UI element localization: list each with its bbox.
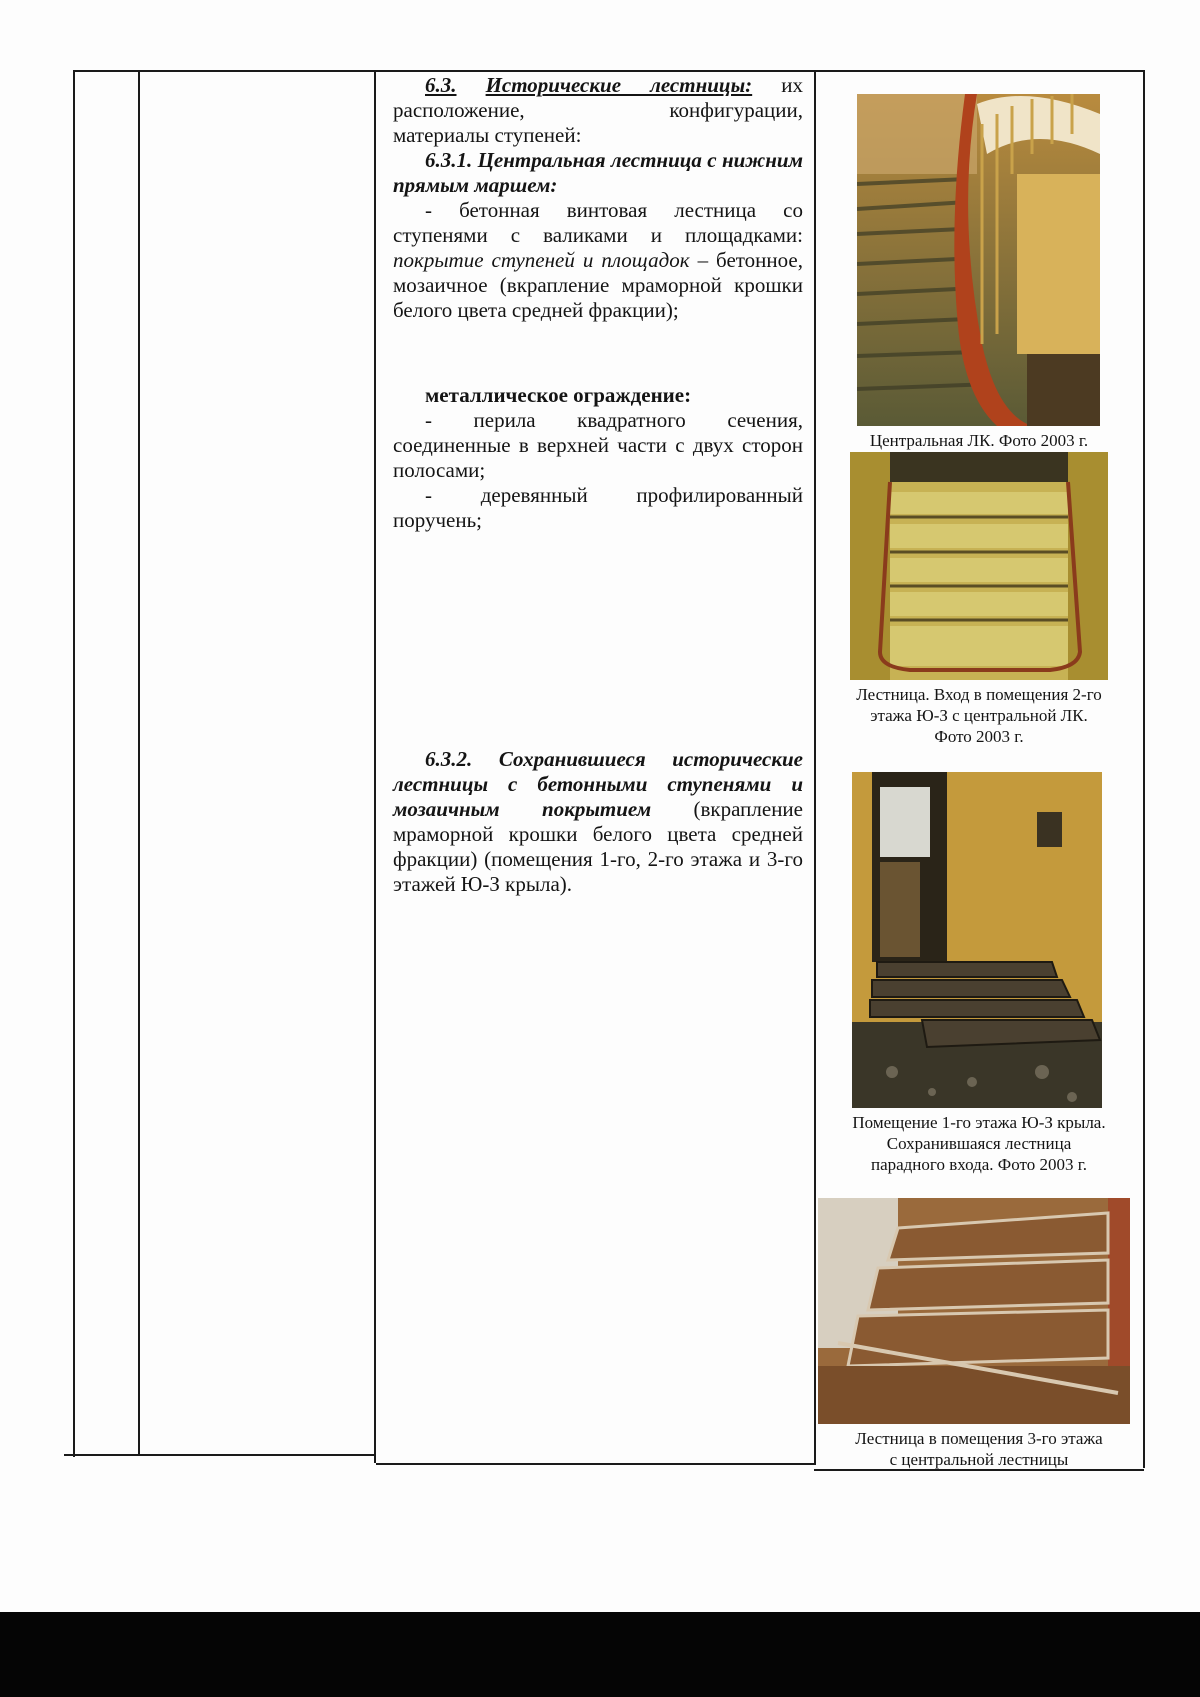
metal-railing-title: металлическое ограждение: <box>425 383 692 407</box>
section-heading-line2: расположение, конфигурации, <box>393 98 803 122</box>
scan-edge-band <box>0 1612 1200 1697</box>
section-heading-line3: материалы ступеней: <box>393 123 582 147</box>
metal-railing-item-2: - деревянный профилированный поручень; <box>393 483 803 532</box>
photo-caption-1: Центральная ЛК. Фото 2003 г. <box>869 431 1089 450</box>
photo-caption-3: Помещение 1-го этажа Ю-З крыла. Сохранившаяся лестница парадного входа. Фото 2003 г. <box>852 1113 1106 1174</box>
subsection-6-3-2: 6.3.2. Сохранившиеся исторические лестницы с бетонными ступенями и мозаичным покрытием (вкрапление мраморной крошки белого цвета средней фракции) (помещения 1-го, 2-го этажа и 3-го этажей Ю-З крыла). <box>393 747 803 896</box>
parade-entrance-stairs-photo <box>852 772 1102 1108</box>
subsection-6-3-1-title: 6.3.1. Центральная лестница с нижним прямым маршем: <box>393 148 803 197</box>
staircase-entrance-photo <box>850 452 1108 680</box>
third-floor-stairs-photo <box>818 1198 1130 1424</box>
text-column <box>393 73 803 897</box>
metal-railing-item-1: - перила квадратного сечения, соединенные в верхней части с двух сторон полосами; <box>393 408 803 482</box>
subsection-6-3-1-text: - бетонная винтовая лестница со ступенями с валиками и площадками: покрытие ступеней и площадок – бетонное, мозаичное (вкрапление мраморной крошки белого цвета средней фракции); <box>393 198 803 322</box>
spiral-staircase-photo <box>857 94 1100 426</box>
photo-caption-2: Лестница. Вход в помещения 2-го этажа Ю-З с центральной ЛК. Фото 2003 г. <box>856 685 1102 746</box>
section-heading: 6.3. Исторические лестницы: их <box>425 73 803 97</box>
photo-caption-4: Лестница в помещения 3-го этажа с центральной лестницы <box>855 1429 1103 1469</box>
